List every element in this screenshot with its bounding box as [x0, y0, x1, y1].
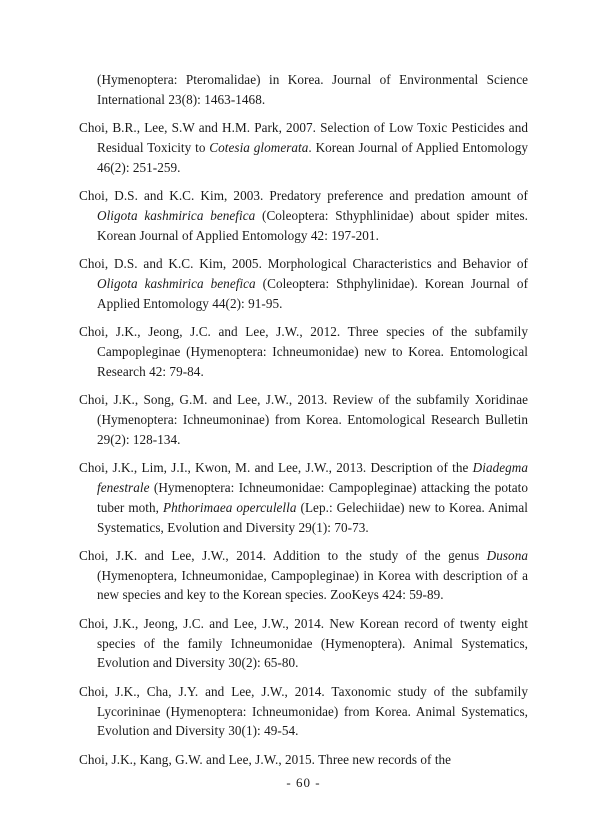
- species-name: Phthorimaea operculella: [162, 499, 297, 515]
- reference-continuation: [79, 70, 528, 110]
- reference-text: Choi, J.K. and Lee, J.W., 2014. Addition to the study of the genus: [79, 547, 487, 563]
- reference-text: (Hymenoptera: Pteromalidae) in Korea. Journal of Environmental Science International 23(8): 1463-1468.: [97, 72, 528, 107]
- reference-text: Choi, J.K., Kang, G.W. and Lee, J.W., 2015. Three new records of the: [79, 751, 452, 767]
- reference-entry: [79, 614, 528, 673]
- reference-entry: [79, 546, 528, 605]
- reference-text: . Korean Journal of Applied Entomology 46(2): 251-259.: [97, 139, 528, 175]
- reference-text: (Hymenoptera, Ichneumonidae, Campopleginae) in Korea with description of a new species and key to the Korean species. ZooKeys 424: 59-89.: [97, 567, 528, 603]
- species-name: Diadegma fenestrale: [97, 460, 528, 495]
- page-number: - 60 -: [286, 775, 321, 790]
- reference-text: Choi, B.R., Lee, S.W and H.M. Park, 2007. Selection of Low Toxic Pesticides and Residual Toxicity to: [79, 120, 528, 155]
- reference-entry: [79, 186, 528, 245]
- reference-entry: [79, 118, 528, 177]
- reference-text: (Coleoptera: Sthyphlinidae) about spider mites. Korean Journal of Applied Entomology 42: 197-201.: [97, 207, 529, 243]
- reference-text: Choi, J.K., Jeong, J.C. and Lee, J.W., 2014. New Korean record of twenty eight species of the family Ichneumonidae (Hymenoptera). Animal Systematics, Evolution and Diversity 30(2): 65-80.: [79, 615, 528, 671]
- reference-entry: [79, 682, 528, 741]
- reference-entry: [79, 390, 528, 449]
- reference-text: Choi, J.K., Lim, J.I., Kwon, M. and Lee, J.W., 2013. Description of the: [79, 460, 473, 476]
- reference-text: Choi, D.S. and K.C. Kim, 2003. Predatory preference and predation amount of: [79, 188, 528, 204]
- species-name: Dusona: [486, 547, 528, 563]
- reference-text: Choi, J.K., Song, G.M. and Lee, J.W., 2013. Review of the subfamily Xoridinae (Hymenoptera: Ichneumoninae) from Korea. Entomological Research Bulletin 29(2): 128-134.: [79, 392, 528, 447]
- reference-text: Choi, J.K., Jeong, J.C. and Lee, J.W., 2012. Three species of the subfamily Campopleginae (Hymenoptera: Ichneumonidae) new to Korea. Entomological Research 42: 79-84.: [79, 324, 528, 379]
- species-name: Cotesia glomerata: [209, 139, 309, 155]
- reference-text: (Hymenoptera: Ichneumonidae: Campopleginae) attacking the potato tuber moth,: [97, 479, 528, 515]
- reference-list: [79, 70, 528, 778]
- reference-entry: [79, 750, 528, 770]
- species-name: Oligota kashmirica benefica: [97, 207, 256, 223]
- reference-text: (Coleoptera: Sthphylinidae). Korean Journal of Applied Entomology 44(2): 91-95.: [97, 275, 529, 311]
- reference-text: Choi, J.K., Cha, J.Y. and Lee, J.W., 2014. Taxonomic study of the subfamily Lycorininae (Hymenoptera: Ichneumonidae) from Korea. Animal Systematics, Evolution and Diversity 30(1): 49-54.: [79, 683, 528, 739]
- reference-text: (Lep.: Gelechiidae) new to Korea. Animal Systematics, Evolution and Diversity 29(1): 70-73.: [97, 499, 528, 535]
- reference-text: Choi, D.S. and K.C. Kim, 2005. Morphological Characteristics and Behavior of: [79, 256, 528, 272]
- reference-entry: [79, 458, 528, 537]
- reference-entry: [79, 254, 528, 313]
- reference-entry: [79, 322, 528, 381]
- species-name: Oligota kashmirica benefica: [97, 275, 256, 291]
